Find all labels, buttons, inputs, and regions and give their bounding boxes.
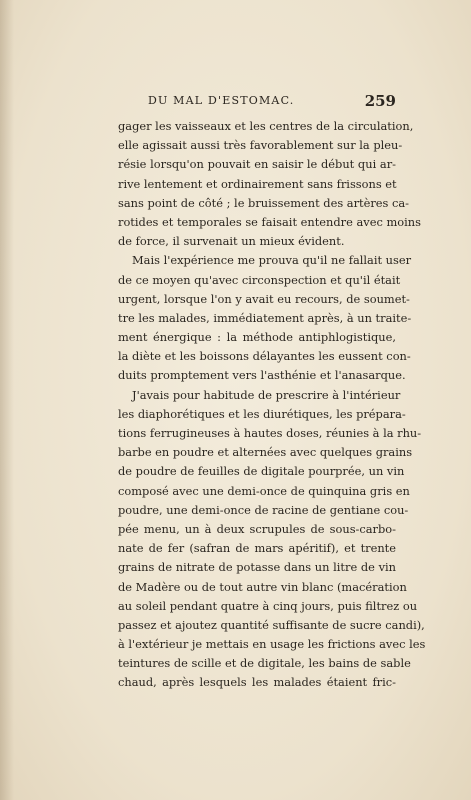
text-line: au soleil pendant quatre à cinq jours, puis filtrez ou [118,598,418,613]
text-line: gager les vaisseaux et les centres de la circulation, [118,119,414,133]
text-line: sans point de côté ; le bruissement des artères ca- [118,195,410,210]
text-line: rotides et temporales se faisait entendre avec moins [118,214,421,229]
text-line: à l'extérieur je mettais en usage les frictions avec les [118,637,426,652]
text-line: passez et ajoutez quantité suffisante de sucre candi), [118,617,425,632]
text-line: résie lorsqu'on pouvait en saisir le début qui ar- [118,157,396,172]
text-line: urgent, lorsque l'on y avait eu recours, de soumet- [118,291,410,306]
text-line: ment énergique : la méthode antiphlogistique, [118,330,396,345]
text-line: Mais l'expérience me prouva qu'il ne fallait user [132,253,412,268]
text-line: composé avec une demi-once de quinquina gris en [118,483,410,498]
text-line: elle agissait aussi très favorablement sur la pleu- [118,138,403,153]
text-line: grains de nitrate de potasse dans un litre de vin [118,560,396,575]
text-line: nate de fer (safran de mars apéritif), et trente [118,541,396,556]
text-line: teintures de scille et de digitale, les bains de sable [118,656,411,671]
text-line: poudre, une demi-once de racine de gentiane cou- [118,502,409,517]
text-line: barbe en poudre et alternées avec quelques grains [118,445,413,460]
text-line: la diète et les boissons délayantes les eussent con- [118,349,411,364]
text-line: J'avais pour habitude de prescrire à l'intérieur [132,387,401,402]
text-line: de poudre de feuilles de digitale pourprée, un vin [118,464,405,479]
body-text [118,117,426,693]
text-line: les diaphorétiques et les diurétiques, les prépara- [118,406,406,421]
text-line: de Madère ou de tout autre vin blanc (macération [118,579,407,594]
running-title: DU MAL D'ESTOMAC. [148,94,295,107]
text-line: de ce moyen qu'avec circonspection et qu'il était [118,272,401,287]
text-line: tions ferrugineuses à hautes doses, réunies à la rhu- [118,426,422,440]
text-line: duits promptement vers l'asthénie et l'anasarque. [118,368,406,383]
text-line: pée menu, un à deux scrupules de sous-carbo- [118,521,396,536]
gutter-shadow [0,0,14,800]
page-header [118,92,396,112]
text-line: tre les malades, immédiatement après, à un traite- [118,310,412,325]
text-line: chaud, après lesquels les malades étaient fric- [118,675,396,690]
text-line: de force, il survenait un mieux évident. [118,234,345,249]
text-line: rive lentement et ordinairement sans frissons et [118,176,397,191]
page-number: 259 [364,92,396,110]
